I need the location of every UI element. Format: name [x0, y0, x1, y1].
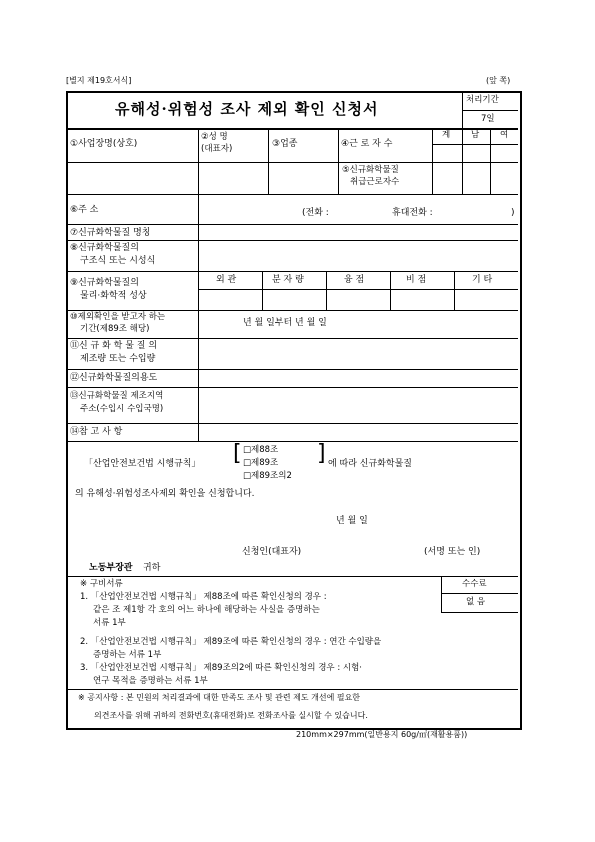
- col-molecular: 분 자 량: [272, 275, 304, 285]
- label-chem-name: ⑦신규화학물질 명칭: [70, 228, 151, 238]
- notice-line1: ※ 공지사항 : 본 민원의 처리결과에 대한 만족도 조사 및 관련 제도 개선에 필요한: [78, 693, 361, 702]
- col-melting: 융 점: [344, 275, 365, 285]
- label-mobile: 휴대전화 :: [392, 208, 433, 218]
- docs-heading: ※ 구비서류: [80, 579, 123, 589]
- phone-close: ): [511, 208, 515, 218]
- label-structure-line1: ⑧신규화학물질의: [70, 243, 139, 253]
- bracket-left: [: [233, 441, 242, 466]
- decl-date: 년 월 일: [336, 516, 368, 526]
- label-props-line1: ⑨신규화학물질의: [70, 278, 139, 288]
- col-other: 기 타: [472, 275, 493, 285]
- label-region-line1: ⑬신규화학물질 제조지역: [70, 391, 164, 401]
- label-industry: ③업종: [272, 139, 298, 149]
- label-props-line2: 물리·화학적 성상: [80, 291, 147, 301]
- label-usage: ⑫신규화학물질의용도: [70, 373, 158, 383]
- label-name-line1: ②성 명: [201, 132, 228, 142]
- label-period-line1: ⑩제외확인을 받고자 하는: [70, 312, 166, 322]
- fee-value: 없 음: [466, 597, 486, 607]
- label-handlers-line2: 취급근로자수: [350, 177, 400, 187]
- label-amount-line2: 제조량 또는 수입량: [80, 354, 156, 364]
- col-appearance: 외 관: [216, 275, 237, 285]
- label-notes: ⑭참 고 사 항: [70, 427, 123, 437]
- label-company: ①사업장명(상호): [70, 139, 138, 149]
- decl-recipient: 노동부장관: [89, 563, 133, 573]
- processing-period-value: 7일: [481, 114, 495, 124]
- docs-item1-a: 1. 「산업안전보건법 시행규칙」 제88조에 따른 확인신청의 경우 :: [80, 592, 327, 602]
- docs-item2-a: 2. 「산업안전보건법 시행규칙」 제89조에 따른 확인신청의 경우 : 연간 수입량을: [80, 637, 382, 647]
- label-address: ⑥주 소: [70, 205, 99, 215]
- label-female: 여: [500, 130, 509, 140]
- period-value: 년 월 일부터 년 월 일: [243, 318, 327, 328]
- label-region-line2: 주소(수입시 수입국명): [80, 404, 164, 414]
- bracket-right: ]: [317, 441, 326, 466]
- form-title: 유해성·위험성 조사 제외 확인 신청서: [115, 100, 379, 118]
- decl-recipient-tail: 귀하: [143, 563, 161, 573]
- docs-item3-a: 3. 「산업안전보건법 시행규칙」 제89조의2에 따른 확인신청의 경우 : 시험·: [80, 663, 363, 673]
- docs-item3-b: 연구 목적을 증명하는 서류 1부: [93, 676, 208, 686]
- decl-tail: 에 따라 신규화학물질: [328, 459, 412, 469]
- col-gravity: 비 점: [406, 275, 427, 285]
- label-structure-line2: 구조식 또는 시성식: [80, 256, 156, 266]
- label-male: 남: [471, 130, 480, 140]
- docs-item1-b: 같은 조 제1항 각 호의 어느 하나에 해당하는 사실을 증명하는: [93, 605, 320, 615]
- label-workers: ④근 로 자 수: [341, 139, 393, 149]
- label-amount-line1: ⑪신 규 화 학 물 질 의: [70, 341, 158, 351]
- paper-spec: 210mm×297mm(일반용지 60g/㎡(재활용품)): [296, 730, 468, 739]
- decl-rule: 「산업안전보건법 시행규칙」: [84, 459, 201, 469]
- decl-line2: 의 유해성·위험성조사제외 확인을 신청합니다.: [75, 489, 255, 499]
- docs-item2-b: 증명하는 서류 1부: [93, 650, 162, 660]
- notice-line2: 의견조사를 위해 귀하의 전화번호(휴대전화)로 전화조사를 실시할 수 있습니다.: [94, 711, 368, 720]
- decl-option-89[interactable]: □제89조: [243, 458, 279, 468]
- decl-signature: (서명 또는 인): [424, 547, 481, 557]
- label-phone: (전화 :: [302, 208, 329, 218]
- processing-period-label: 처리기간: [466, 95, 499, 105]
- decl-option-88[interactable]: □제88조: [243, 445, 279, 455]
- docs-item1-c: 서류 1부: [93, 618, 126, 628]
- label-total: 계: [442, 130, 451, 140]
- form-number: [별지 제19호서식]: [66, 76, 132, 85]
- decl-applicant: 신청인(대표자): [242, 547, 302, 557]
- decl-option-89-2[interactable]: □제89조의2: [243, 471, 292, 481]
- page-side: (앞 쪽): [486, 76, 511, 85]
- label-handlers-line1: ⑤신규화학물질: [342, 165, 399, 175]
- label-name-line2: (대표자): [201, 144, 233, 154]
- label-period-line2: 기간(제89조 해당): [80, 324, 150, 334]
- fee-label: 수수료: [462, 579, 487, 589]
